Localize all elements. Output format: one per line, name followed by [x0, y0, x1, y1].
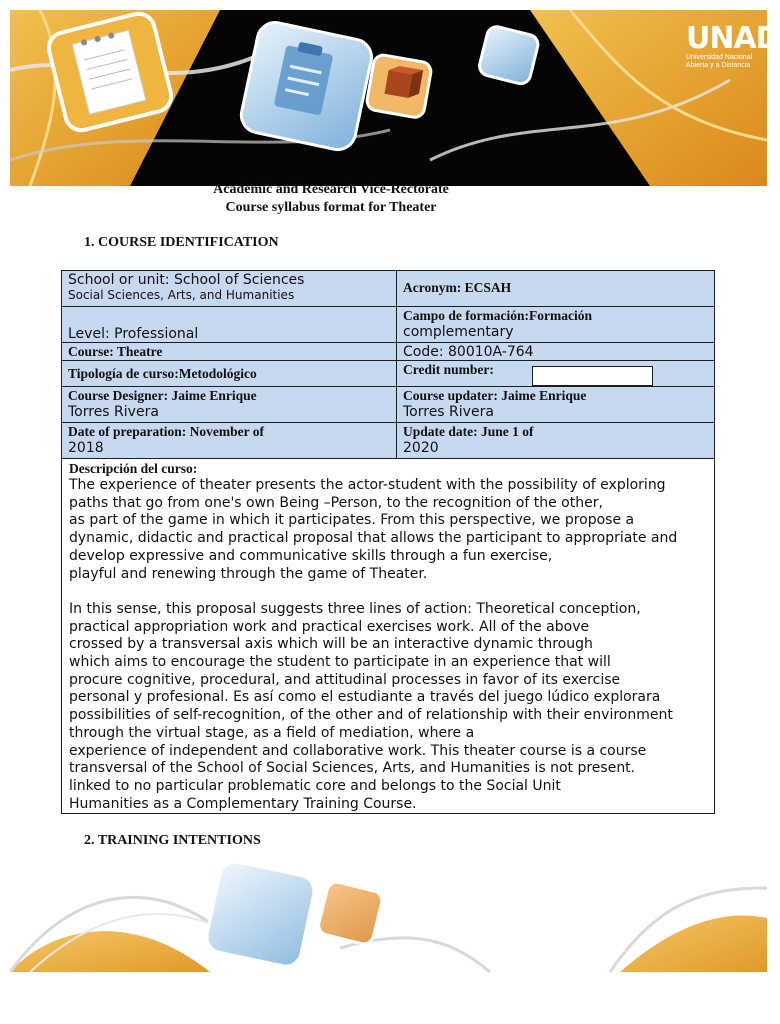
- footer-decoration: [10, 848, 767, 972]
- acronym-value: Acronym: ECSAH: [403, 280, 512, 295]
- description-line: dynamic, didactic and practical proposal that allows the participant to appropriate and: [69, 530, 678, 547]
- unad-logo: [686, 21, 780, 70]
- prep-date-year: 2018: [68, 440, 104, 456]
- course-cell: [61, 342, 397, 361]
- description-line: develop expressive and communicative skills through a fun exercise,: [69, 547, 553, 564]
- header-banner: [10, 10, 780, 186]
- tipologia-cell: [61, 360, 397, 387]
- updater-cell: [396, 386, 715, 423]
- description-line: paths that go from one's own Being –Person, to the recognition of the other,: [69, 494, 603, 511]
- description-line: [69, 583, 714, 601]
- description-line: possibilities of self-recognition, of the other and of relationship with their environment: [69, 707, 673, 724]
- header-line-1: Academic and Research Vice-Rectorate: [213, 182, 449, 197]
- description-line: which aims to encourage the student to participate in an experience that will: [69, 654, 611, 671]
- section-training-intentions: 2. TRAINING INTENTIONS: [84, 833, 261, 848]
- description-title: Descripción del curso:: [69, 461, 198, 476]
- level-cell: [61, 306, 397, 343]
- description-body: [69, 477, 714, 813]
- credit-label: Credit number:: [403, 362, 494, 377]
- footer-blue-tile: [204, 859, 317, 969]
- logo-subtitle-line1: Universidad Nacional: [686, 54, 753, 61]
- description-line: procure cognitive, procedural, and attitudinal processes in favor of its exercise: [69, 671, 621, 688]
- header-line-2: Course syllabus format for Theater: [225, 200, 437, 215]
- update-date-cell: [396, 422, 715, 459]
- banner-artwork: [10, 10, 767, 186]
- description-line: linked to no particular problematic core and belongs to the Social Unit: [69, 777, 561, 794]
- updater-name: Torres Rivera: [403, 404, 494, 420]
- acronym-cell: [396, 270, 715, 307]
- clipboard-tile: [238, 19, 375, 153]
- description-line: Humanities as a Complementary Training Course.: [69, 795, 417, 812]
- footer-orange-tile: [317, 880, 384, 946]
- update-date-label: Update date: June 1 of: [403, 424, 534, 439]
- description-line: The experience of theater presents the actor-student with the possibility of exploring: [69, 477, 666, 493]
- level-value: Level: Professional: [68, 326, 199, 342]
- code-cell: [396, 342, 715, 361]
- book-tile: [366, 54, 433, 119]
- description-line: playful and renewing through the game of Theater.: [69, 565, 428, 582]
- description-line: In this sense, this proposal suggests three lines of action: Theoretical conception,: [69, 600, 641, 617]
- description-line: experience of independent and collaborative work. This theater course is a course: [69, 742, 647, 759]
- updater-label: Course updater: Jaime Enrique: [403, 388, 587, 403]
- prep-date-label: Date of preparation: November of: [68, 424, 264, 439]
- school-subtitle: Social Sciences, Arts, and Humanities: [68, 288, 295, 302]
- code-value: Code: 80010A-764: [403, 344, 534, 360]
- small-blue-tile: [477, 25, 540, 86]
- school-cell: [61, 270, 397, 307]
- footer-artwork: [10, 848, 767, 972]
- designer-name: Torres Rivera: [68, 404, 159, 420]
- update-date-year: 2020: [403, 440, 439, 456]
- description-line: as part of the game in which it participates. From this perspective, we propose a: [69, 512, 635, 529]
- course-description-cell: [61, 458, 715, 814]
- campo-cell: [396, 306, 715, 343]
- designer-cell: [61, 386, 397, 423]
- designer-label: Course Designer: Jaime Enrique: [68, 388, 257, 403]
- course-value: Course: Theatre: [68, 344, 163, 359]
- prep-date-cell: [61, 422, 397, 459]
- credit-number-field[interactable]: [532, 366, 653, 386]
- logo-wordmark: UNAD: [686, 21, 780, 56]
- campo-label: Campo de formación:Formación: [403, 308, 592, 323]
- campo-value: complementary: [403, 324, 514, 340]
- description-line: practical appropriation work and practical exercises work. All of the above: [69, 618, 590, 635]
- description-line: transversal of the School of Social Sciences, Arts, and Humanities is not present.: [69, 760, 636, 777]
- school-label: School or unit: School of Sciences: [68, 272, 305, 288]
- logo-subtitle-line2: Abierta y a Distancia: [686, 62, 751, 69]
- description-line: personal y profesional. Es así como el estudiante a través del juego lúdico explorara: [69, 689, 661, 706]
- section-course-identification: 1. COURSE IDENTIFICATION: [84, 235, 279, 250]
- footer-gold-wave-right: [620, 915, 767, 972]
- description-line: crossed by a transversal axis which will be an interactive dynamic through: [69, 636, 593, 653]
- description-line: through the virtual stage, as a field of mediation, where a: [69, 724, 475, 741]
- tipologia-value: Tipología de curso:Metodológico: [68, 366, 257, 381]
